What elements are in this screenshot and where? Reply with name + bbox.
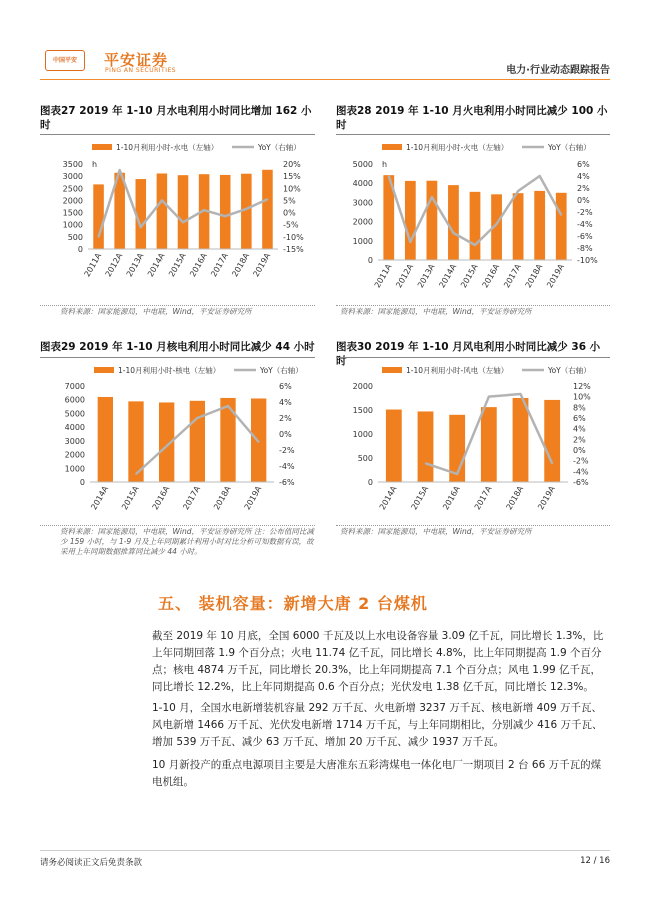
yoy-point <box>488 396 490 398</box>
x-tick-label: 2019A <box>242 484 264 512</box>
y-tick-label: 1000 <box>62 220 83 230</box>
figure-27-source-divider <box>40 305 315 306</box>
y-tick-label: 3000 <box>64 436 85 446</box>
figure-29-source-divider <box>40 525 315 526</box>
y-tick-label: 500 <box>67 232 83 242</box>
y2-tick-label: -6% <box>573 478 589 487</box>
bar <box>220 175 231 249</box>
x-tick-label: 2017A <box>472 484 494 512</box>
yoy-point <box>98 236 100 238</box>
bar <box>190 401 205 482</box>
bar <box>513 398 529 482</box>
yoy-point <box>227 405 229 407</box>
x-tick-label: 2016A <box>188 251 209 279</box>
figure-29-source: 资料来源：国家能源局，中电联，Wind，平安证券研究所 注：公布值同比减少 159 小时，与 1-9 月及上年同期累计利用小时对比分析可知数据有误，故采用上年同期数据推算同比减少 44 小时。 <box>60 527 314 556</box>
company-logo-badge: 中国平安 <box>45 50 85 71</box>
bar <box>513 193 524 260</box>
y-tick-label: 2000 <box>352 217 373 227</box>
x-tick-label: 2011A <box>82 251 104 279</box>
yoy-point <box>388 175 390 177</box>
x-tick-label: 2012A <box>394 262 416 290</box>
y2-tick-label: -2% <box>279 446 295 455</box>
y-tick-label: 2000 <box>64 450 85 460</box>
footer-disclaimer: 请务必阅读正文后免责条款 <box>40 858 143 868</box>
chart-thermal-utilization <box>336 136 610 304</box>
yoy-point <box>456 473 458 475</box>
y-tick-label: 6000 <box>64 395 85 405</box>
y2-tick-label: 2% <box>573 435 586 445</box>
x-tick-label: 2014A <box>377 484 399 512</box>
y-tick-label: 1500 <box>352 406 373 415</box>
y-tick-label: 0 <box>77 245 83 254</box>
paragraph-new-projects: 10 月新投产的重点电源项目主要是大唐准东五彩湾煤电一体化电厂一期项目 2 台 66 万千瓦的煤电机组。 <box>152 759 602 788</box>
bar <box>481 407 497 482</box>
bar <box>386 410 402 482</box>
bar <box>418 411 434 482</box>
y-tick-label: 3500 <box>62 160 83 169</box>
y2-tick-label: -2% <box>577 208 593 217</box>
x-tick-label: 2017A <box>502 262 523 290</box>
yoy-point <box>119 169 121 171</box>
legend-bar-swatch <box>382 367 402 373</box>
y2-tick-label: 0% <box>573 446 586 455</box>
legend-bar-label: 1-10月利用小时-水电（左轴） <box>116 143 219 152</box>
y2-tick-label: 4% <box>279 398 292 407</box>
yoy-point <box>161 200 163 202</box>
y2-tick-label: 10% <box>283 184 301 194</box>
unit-label: h <box>382 160 388 169</box>
unit-label: h <box>92 160 98 169</box>
x-tick-label: 2019A <box>536 484 557 512</box>
y2-tick-label: -4% <box>577 220 593 229</box>
legend-bar-label: 1-10月利用小时-核电（左轴） <box>118 366 221 375</box>
x-tick-label: 2014A <box>437 262 459 290</box>
x-tick-label: 2015A <box>120 484 141 512</box>
y-tick-label: 1000 <box>64 464 85 474</box>
y2-tick-label: 4% <box>573 424 586 434</box>
x-tick-label: 2015A <box>459 262 480 290</box>
y2-tick-label: 5% <box>283 196 296 206</box>
x-tick-label: 2016A <box>150 484 172 512</box>
x-tick-label: 2018A <box>212 484 233 512</box>
y-tick-label: 3000 <box>352 198 373 208</box>
yoy-point <box>453 232 455 234</box>
y2-tick-label: 6% <box>577 160 590 169</box>
chart-nuclear-utilization <box>40 359 315 524</box>
y2-tick-label: 2% <box>577 184 590 193</box>
y-tick-label: 1000 <box>352 236 373 246</box>
yoy-point <box>224 215 226 217</box>
y2-tick-label: 0% <box>279 430 292 439</box>
footer-divider <box>40 850 610 851</box>
bar <box>544 400 560 482</box>
x-tick-label: 2012A <box>103 251 125 279</box>
y-tick-label: 1000 <box>352 430 373 439</box>
y2-tick-label: 2% <box>279 414 292 423</box>
y2-tick-label: 0% <box>577 196 590 205</box>
x-tick-label: 2013A <box>124 251 146 279</box>
yoy-point <box>410 241 412 243</box>
y-tick-label: 0 <box>367 478 373 487</box>
x-tick-label: 2016A <box>441 484 462 512</box>
x-tick-label: 2019A <box>251 251 273 279</box>
y2-tick-label: 6% <box>573 414 586 423</box>
y-tick-label: 500 <box>357 454 373 463</box>
x-tick-label: 2018A <box>504 484 526 512</box>
y-tick-label: 4000 <box>352 179 373 189</box>
y2-tick-label: 15% <box>283 172 301 182</box>
x-tick-label: 2016A <box>480 262 502 290</box>
x-tick-label: 2017A <box>209 251 230 279</box>
yoy-point <box>496 223 498 225</box>
y2-tick-label: -10% <box>577 256 598 265</box>
x-tick-label: 2014A <box>145 251 167 279</box>
yoy-point <box>551 463 553 465</box>
y-tick-label: 2000 <box>62 196 83 206</box>
y2-tick-label: 4% <box>577 172 590 181</box>
section-title: 五、 装机容量：新增大唐 2 台煤机 <box>158 594 428 613</box>
bar <box>157 173 168 249</box>
header-divider <box>40 79 610 80</box>
legend-bar-swatch <box>92 144 112 150</box>
yoy-point <box>560 214 562 216</box>
figure-27-frame <box>40 134 315 135</box>
legend-line-label: YoY（右轴） <box>548 143 591 152</box>
y2-tick-label: -8% <box>577 244 593 253</box>
y2-tick-label: 6% <box>279 382 292 391</box>
bar <box>178 175 189 249</box>
page-number: 12 / 16 <box>580 856 610 866</box>
x-tick-label: 2019A <box>545 262 566 290</box>
figure-30-source-divider <box>336 525 610 526</box>
bar <box>470 192 481 260</box>
figure-30-frame <box>336 357 610 358</box>
y2-tick-label: -4% <box>573 467 589 477</box>
bar <box>427 181 438 260</box>
report-type: 电力·行业动态跟踪报告 <box>506 65 610 76</box>
y2-tick-label: 20% <box>283 160 301 169</box>
x-tick-label: 2013A <box>415 262 437 290</box>
yoy-point <box>431 196 433 198</box>
yoy-point <box>517 190 519 192</box>
bar <box>93 184 104 249</box>
y-tick-label: 4000 <box>64 423 85 433</box>
company-logo-text: 平安证券 <box>104 51 169 69</box>
y-tick-label: 3000 <box>62 172 83 182</box>
yoy-point <box>140 226 142 228</box>
chart-wind-utilization <box>336 359 610 524</box>
chart-hydro-utilization <box>40 136 315 304</box>
y-tick-label: 2500 <box>62 184 83 194</box>
y-tick-label: 2000 <box>352 382 373 391</box>
yoy-point <box>539 175 541 177</box>
legend-line-label: YoY（右轴） <box>258 143 301 152</box>
y2-tick-label: -15% <box>283 245 304 254</box>
x-tick-label: 2015A <box>167 251 188 279</box>
y2-tick-label: -10% <box>283 232 304 242</box>
legend-bar-label: 1-10月利用小时-风电（左轴） <box>406 366 509 375</box>
legend-bar-label: 1-10月利用小时-火电（左轴） <box>406 143 509 152</box>
y2-tick-label: -6% <box>279 478 295 487</box>
figure-30-title: 图表30 2019 年 1-10 月风电利用小时同比减少 36 小时 <box>336 341 601 367</box>
figure-28-title: 图表28 2019 年 1-10 月火电利用小时同比减少 100 小时 <box>336 105 608 131</box>
y2-tick-label: 8% <box>573 403 586 413</box>
y-tick-label: 0 <box>79 478 85 487</box>
yoy-point <box>474 244 476 246</box>
y-tick-label: 5000 <box>352 160 373 169</box>
yoy-point <box>267 198 269 200</box>
yoy-point <box>197 417 199 419</box>
x-tick-label: 2014A <box>89 484 111 512</box>
legend-bar-swatch <box>94 367 114 373</box>
legend-line-label: YoY（右轴） <box>548 366 591 375</box>
y2-tick-label: -2% <box>573 456 589 466</box>
legend-bar-swatch <box>382 144 402 150</box>
y2-tick-label: 12% <box>573 382 591 391</box>
figure-29-frame <box>40 357 315 358</box>
x-tick-label: 2018A <box>230 251 252 279</box>
y2-tick-label: 0% <box>283 208 296 218</box>
figure-27-title: 图表27 2019 年 1-10 月水电利用小时同比增加 162 小时 <box>40 105 312 131</box>
figure-30-source: 资料来源：国家能源局，中电联，Wind，平安证券研究所 <box>340 527 532 536</box>
figure-28-source: 资料来源：国家能源局，中电联，Wind，平安证券研究所 <box>340 307 532 316</box>
y2-tick-label: -5% <box>283 220 299 230</box>
bar <box>98 397 113 482</box>
bar <box>534 191 545 260</box>
yoy-point <box>166 445 168 447</box>
y2-tick-label: 10% <box>573 392 591 402</box>
paragraph-capacity: 截至 2019 年 10 月底，全国 6000 千瓦及以上水电设备容量 3.09 亿千瓦，同比增长 1.3%，比上年同期回落 1.9 个百分点；火电 11.74 亿千瓦，同比增长 4.8%，比上年同期提高 1.9 个百分点；核电 4874 万千瓦，同比增长 20.3%，比上年同期提高 7.1 个百分点；风电 1.99 亿千瓦，同比增长 12.2%，比上年同期提高 0.6 个百分点；光伏发电 1.38 亿千瓦，同比增长 12.3%。 <box>152 630 604 693</box>
yoy-point <box>425 463 427 465</box>
x-tick-label: 2015A <box>409 484 431 512</box>
figure-28-frame <box>336 134 610 135</box>
y-tick-label: 0 <box>367 256 373 265</box>
yoy-point <box>258 441 260 443</box>
x-tick-label: 2018A <box>523 262 545 290</box>
legend-line-label: YoY（右轴） <box>260 366 303 375</box>
yoy-point <box>520 393 522 395</box>
yoy-point <box>182 221 184 223</box>
bar <box>556 193 567 260</box>
paragraph-new-capacity: 1-10 月，全国水电新增装机容量 292 万千瓦、火电新增 3237 万千瓦、核电新增 409 万千瓦、风电新增 1466 万千瓦、光伏发电新增 1714 万千瓦，与上年同期相比，分别减少 416 万千瓦、增加 539 万千瓦、减少 63 万千瓦、增加 20 万千瓦、减少 1937 万千瓦。 <box>152 702 603 748</box>
figure-27-source: 资料来源：国家能源局，中电联，Wind，平安证券研究所 <box>60 307 252 316</box>
x-tick-label: 2017A <box>181 484 203 512</box>
company-logo-english: PING AN SECURITIES <box>105 67 177 74</box>
bar <box>448 185 459 260</box>
y-tick-label: 1500 <box>62 208 83 218</box>
y-tick-label: 5000 <box>64 409 85 419</box>
y-tick-label: 7000 <box>64 382 85 391</box>
figure-28-source-divider <box>336 305 610 306</box>
y2-tick-label: -6% <box>577 232 593 241</box>
figure-29-title: 图表29 2019 年 1-10 月核电利用小时同比减少 44 小时 <box>40 341 315 353</box>
x-tick-label: 2011A <box>372 262 394 290</box>
yoy-point <box>203 209 205 211</box>
bar <box>405 181 416 260</box>
y2-tick-label: -4% <box>279 462 295 471</box>
yoy-point <box>246 208 248 210</box>
bar <box>262 170 273 249</box>
yoy-point <box>135 473 137 475</box>
